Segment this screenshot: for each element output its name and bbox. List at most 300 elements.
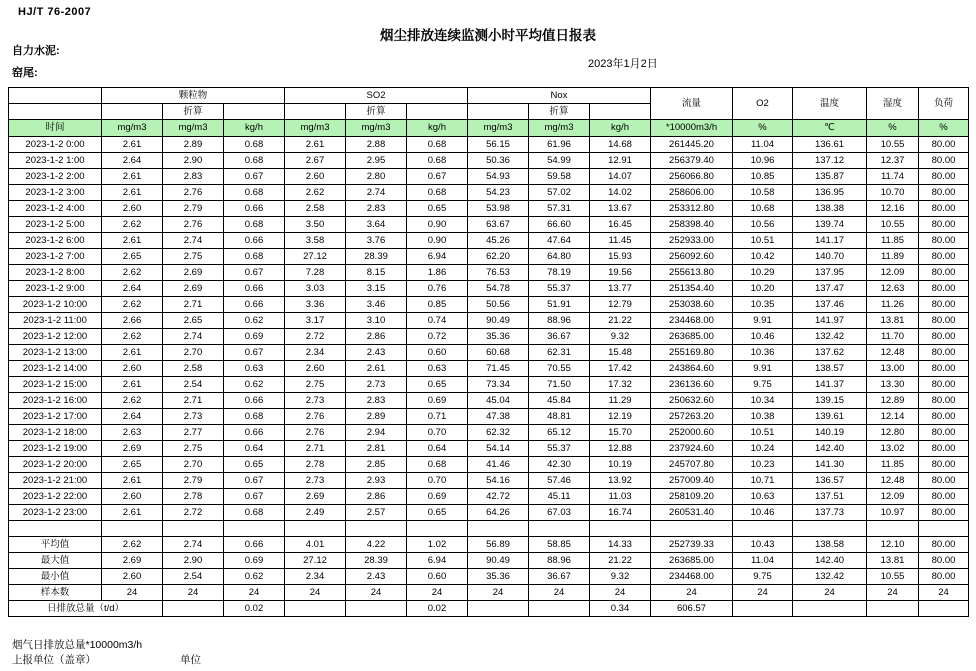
value-cell: 71.50 xyxy=(529,377,590,393)
daily-total-value xyxy=(468,601,529,617)
value-cell: 13.02 xyxy=(867,441,919,457)
time-cell: 2023-1-2 13:00 xyxy=(9,345,102,361)
value-cell: 70.55 xyxy=(529,361,590,377)
value-cell: 12.48 xyxy=(867,473,919,489)
value-cell: 2.70 xyxy=(163,345,224,361)
value-cell: 36.67 xyxy=(529,329,590,345)
group-header-row xyxy=(9,88,969,104)
value-cell: 0.68 xyxy=(224,185,285,201)
value-cell: 80.00 xyxy=(919,137,969,153)
value-cell: 2.93 xyxy=(346,473,407,489)
value-cell: 2.75 xyxy=(163,441,224,457)
value-cell: 136.95 xyxy=(793,185,867,201)
value-cell: 80.00 xyxy=(919,297,969,313)
value-cell: 243864.60 xyxy=(651,361,733,377)
value-cell: 237924.60 xyxy=(651,441,733,457)
page-title: 烟尘排放连续监测小时平均值日报表 xyxy=(380,28,596,43)
value-cell: 62.32 xyxy=(468,425,529,441)
summary-value: 2.60 xyxy=(102,569,163,585)
value-cell: 10.23 xyxy=(733,457,793,473)
daily-total-value xyxy=(529,601,590,617)
value-cell: 0.67 xyxy=(407,169,468,185)
value-cell: 53.98 xyxy=(468,201,529,217)
value-cell: 76.53 xyxy=(468,265,529,281)
value-cell: 9.32 xyxy=(590,329,651,345)
corner-cell xyxy=(9,88,102,104)
value-cell: 2.57 xyxy=(346,505,407,521)
value-cell: 2.64 xyxy=(102,281,163,297)
value-cell: 80.00 xyxy=(919,233,969,249)
value-cell: 250632.60 xyxy=(651,393,733,409)
value-cell: 0.66 xyxy=(224,281,285,297)
value-cell: 2.71 xyxy=(163,297,224,313)
value-cell: 0.63 xyxy=(407,361,468,377)
nox-group-header: Nox xyxy=(468,88,651,104)
value-cell: 2.69 xyxy=(163,281,224,297)
value-cell: 1.86 xyxy=(407,265,468,281)
value-cell: 12.89 xyxy=(867,393,919,409)
value-cell: 2.72 xyxy=(285,329,346,345)
value-cell: 0.68 xyxy=(224,505,285,521)
summary-value: 21.22 xyxy=(590,553,651,569)
value-cell: 62.20 xyxy=(468,249,529,265)
value-cell: 2.75 xyxy=(163,249,224,265)
value-cell: 0.66 xyxy=(224,393,285,409)
daily-total-value xyxy=(285,601,346,617)
summary-label: 最小值 xyxy=(9,569,102,585)
value-cell: 0.65 xyxy=(407,505,468,521)
value-cell: 71.45 xyxy=(468,361,529,377)
value-cell: 0.65 xyxy=(224,457,285,473)
summary-value: 10.55 xyxy=(867,569,919,585)
value-cell: 10.51 xyxy=(733,425,793,441)
table-row xyxy=(9,185,969,201)
value-cell: 0.66 xyxy=(224,425,285,441)
value-cell: 60.68 xyxy=(468,345,529,361)
summary-row xyxy=(9,537,969,553)
blank-cell xyxy=(651,521,733,537)
value-cell: 137.62 xyxy=(793,345,867,361)
summary-value: 0.69 xyxy=(224,553,285,569)
value-cell: 54.93 xyxy=(468,169,529,185)
value-cell: 15.93 xyxy=(590,249,651,265)
value-cell: 258606.00 xyxy=(651,185,733,201)
summary-value: 0.60 xyxy=(407,569,468,585)
value-cell: 27.12 xyxy=(285,249,346,265)
value-cell: 245707.80 xyxy=(651,457,733,473)
time-cell: 2023-1-2 12:00 xyxy=(9,329,102,345)
value-cell: 2.74 xyxy=(163,233,224,249)
value-cell: 45.04 xyxy=(468,393,529,409)
value-cell: 15.48 xyxy=(590,345,651,361)
summary-value: 263685.00 xyxy=(651,553,733,569)
summary-value: 90.49 xyxy=(468,553,529,569)
value-cell: 19.56 xyxy=(590,265,651,281)
value-cell: 12.09 xyxy=(867,265,919,281)
value-cell: 0.68 xyxy=(224,249,285,265)
value-cell: 3.50 xyxy=(285,217,346,233)
unit-header: % xyxy=(733,120,793,137)
summary-value: 2.34 xyxy=(285,569,346,585)
time-cell: 2023-1-2 10:00 xyxy=(9,297,102,313)
blank-cell xyxy=(407,104,468,120)
time-cell: 2023-1-2 17:00 xyxy=(9,409,102,425)
table-row xyxy=(9,297,969,313)
value-cell: 0.64 xyxy=(224,441,285,457)
value-cell: 65.12 xyxy=(529,425,590,441)
blank-cell xyxy=(163,521,224,537)
value-cell: 263685.00 xyxy=(651,329,733,345)
flow-header: 流量 xyxy=(651,88,733,120)
value-cell: 2.80 xyxy=(346,169,407,185)
blank-cell xyxy=(733,521,793,537)
value-cell: 139.74 xyxy=(793,217,867,233)
data-rows xyxy=(9,137,969,617)
value-cell: 2.85 xyxy=(346,457,407,473)
value-cell: 51.91 xyxy=(529,297,590,313)
value-cell: 54.78 xyxy=(468,281,529,297)
value-cell: 258109.20 xyxy=(651,489,733,505)
blank-cell xyxy=(224,521,285,537)
table-row xyxy=(9,201,969,217)
value-cell: 2.76 xyxy=(163,217,224,233)
value-cell: 3.64 xyxy=(346,217,407,233)
value-cell: 0.70 xyxy=(407,473,468,489)
value-cell: 63.67 xyxy=(468,217,529,233)
value-cell: 42.30 xyxy=(529,457,590,473)
value-cell: 0.71 xyxy=(407,409,468,425)
value-cell: 9.91 xyxy=(733,361,793,377)
unit-header: mg/m3 xyxy=(346,120,407,137)
value-cell: 2.73 xyxy=(346,377,407,393)
value-cell: 10.71 xyxy=(733,473,793,489)
value-cell: 2.90 xyxy=(163,153,224,169)
value-cell: 2.62 xyxy=(102,265,163,281)
value-cell: 141.30 xyxy=(793,457,867,473)
value-cell: 2.76 xyxy=(285,409,346,425)
value-cell: 2.83 xyxy=(163,169,224,185)
value-cell: 2.69 xyxy=(102,441,163,457)
value-cell: 10.55 xyxy=(867,217,919,233)
summary-value: 36.67 xyxy=(529,569,590,585)
daily-total-value xyxy=(733,601,793,617)
report-unit-label: 上报单位（盖章） xyxy=(12,654,96,666)
value-cell: 35.36 xyxy=(468,329,529,345)
value-cell: 2.62 xyxy=(102,217,163,233)
value-cell: 10.97 xyxy=(867,505,919,521)
summary-value: 2.43 xyxy=(346,569,407,585)
unit-header: kg/h xyxy=(224,120,285,137)
value-cell: 11.85 xyxy=(867,233,919,249)
table-row xyxy=(9,457,969,473)
value-cell: 28.39 xyxy=(346,249,407,265)
monitoring-table xyxy=(8,87,969,617)
summary-value: 24 xyxy=(793,585,867,601)
value-cell: 80.00 xyxy=(919,505,969,521)
summary-value: 24 xyxy=(224,585,285,601)
value-cell: 3.58 xyxy=(285,233,346,249)
time-cell: 2023-1-2 11:00 xyxy=(9,313,102,329)
table-row xyxy=(9,313,969,329)
value-cell: 17.42 xyxy=(590,361,651,377)
value-cell: 3.46 xyxy=(346,297,407,313)
summary-value: 138.58 xyxy=(793,537,867,553)
value-cell: 59.58 xyxy=(529,169,590,185)
value-cell: 10.46 xyxy=(733,505,793,521)
unit-label: 单位 xyxy=(180,654,201,666)
value-cell: 11.70 xyxy=(867,329,919,345)
summary-row xyxy=(9,553,969,569)
table-row xyxy=(9,137,969,153)
value-cell: 10.29 xyxy=(733,265,793,281)
value-cell: 80.00 xyxy=(919,265,969,281)
value-cell: 64.26 xyxy=(468,505,529,521)
summary-value: 10.43 xyxy=(733,537,793,553)
unit-header: mg/m3 xyxy=(102,120,163,137)
summary-value: 2.69 xyxy=(102,553,163,569)
site-name: 窑尾: xyxy=(12,67,38,79)
value-cell: 0.85 xyxy=(407,297,468,313)
unit-header: mg/m3 xyxy=(529,120,590,137)
blank-cell xyxy=(529,521,590,537)
value-cell: 13.67 xyxy=(590,201,651,217)
time-cell: 2023-1-2 19:00 xyxy=(9,441,102,457)
value-cell: 47.38 xyxy=(468,409,529,425)
value-cell: 88.96 xyxy=(529,313,590,329)
summary-value: 24 xyxy=(529,585,590,601)
table-row xyxy=(9,393,969,409)
summary-value: 24 xyxy=(163,585,224,601)
value-cell: 3.10 xyxy=(346,313,407,329)
daily-total-value xyxy=(346,601,407,617)
value-cell: 2.62 xyxy=(102,329,163,345)
value-cell: 2.61 xyxy=(102,345,163,361)
value-cell: 12.80 xyxy=(867,425,919,441)
value-cell: 3.15 xyxy=(346,281,407,297)
summary-value: 0.62 xyxy=(224,569,285,585)
value-cell: 48.81 xyxy=(529,409,590,425)
blank-cell xyxy=(224,104,285,120)
value-cell: 2.61 xyxy=(102,137,163,153)
value-cell: 10.58 xyxy=(733,185,793,201)
value-cell: 2.64 xyxy=(102,153,163,169)
value-cell: 2.65 xyxy=(102,249,163,265)
summary-value: 56.89 xyxy=(468,537,529,553)
value-cell: 11.45 xyxy=(590,233,651,249)
time-cell: 2023-1-2 8:00 xyxy=(9,265,102,281)
value-cell: 9.91 xyxy=(733,313,793,329)
value-cell: 12.88 xyxy=(590,441,651,457)
value-cell: 10.34 xyxy=(733,393,793,409)
value-cell: 62.31 xyxy=(529,345,590,361)
value-cell: 2.60 xyxy=(285,169,346,185)
value-cell: 90.49 xyxy=(468,313,529,329)
units-row xyxy=(9,120,969,137)
daily-total-row xyxy=(9,601,969,617)
value-cell: 2.61 xyxy=(285,137,346,153)
value-cell: 0.67 xyxy=(224,473,285,489)
summary-value: 9.75 xyxy=(733,569,793,585)
value-cell: 13.00 xyxy=(867,361,919,377)
value-cell: 12.14 xyxy=(867,409,919,425)
summary-value: 80.00 xyxy=(919,537,969,553)
summary-value: 58.85 xyxy=(529,537,590,553)
value-cell: 13.81 xyxy=(867,313,919,329)
value-cell: 12.91 xyxy=(590,153,651,169)
blank-cell xyxy=(346,521,407,537)
summary-value: 28.39 xyxy=(346,553,407,569)
summary-value: 6.94 xyxy=(407,553,468,569)
value-cell: 2.67 xyxy=(285,153,346,169)
value-cell: 16.45 xyxy=(590,217,651,233)
value-cell: 257263.20 xyxy=(651,409,733,425)
value-cell: 2.72 xyxy=(163,505,224,521)
time-cell: 2023-1-2 3:00 xyxy=(9,185,102,201)
summary-value: 24 xyxy=(867,585,919,601)
value-cell: 2.34 xyxy=(285,345,346,361)
value-cell: 137.95 xyxy=(793,265,867,281)
value-cell: 2.61 xyxy=(102,233,163,249)
value-cell: 2.65 xyxy=(102,457,163,473)
value-cell: 0.62 xyxy=(224,313,285,329)
value-cell: 2.89 xyxy=(163,137,224,153)
value-cell: 17.32 xyxy=(590,377,651,393)
value-cell: 55.37 xyxy=(529,441,590,457)
table-row xyxy=(9,377,969,393)
summary-row xyxy=(9,585,969,601)
value-cell: 0.72 xyxy=(407,329,468,345)
summary-row xyxy=(9,569,969,585)
value-cell: 2.73 xyxy=(285,393,346,409)
value-cell: 2.60 xyxy=(285,361,346,377)
value-cell: 2.54 xyxy=(163,377,224,393)
value-cell: 10.19 xyxy=(590,457,651,473)
value-cell: 252933.00 xyxy=(651,233,733,249)
value-cell: 0.66 xyxy=(224,297,285,313)
table-row xyxy=(9,281,969,297)
unit-header: ℃ xyxy=(793,120,867,137)
value-cell: 2.58 xyxy=(163,361,224,377)
summary-value: 24 xyxy=(285,585,346,601)
value-cell: 2.95 xyxy=(346,153,407,169)
value-cell: 11.89 xyxy=(867,249,919,265)
value-cell: 47.64 xyxy=(529,233,590,249)
value-cell: 80.00 xyxy=(919,153,969,169)
value-cell: 2.64 xyxy=(102,409,163,425)
summary-label: 样本数 xyxy=(9,585,102,601)
value-cell: 10.42 xyxy=(733,249,793,265)
so2-group-header: SO2 xyxy=(285,88,468,104)
value-cell: 13.92 xyxy=(590,473,651,489)
blank-cell xyxy=(793,521,867,537)
value-cell: 12.48 xyxy=(867,345,919,361)
unit-header: kg/h xyxy=(407,120,468,137)
time-cell: 2023-1-2 1:00 xyxy=(9,153,102,169)
value-cell: 252000.60 xyxy=(651,425,733,441)
value-cell: 10.38 xyxy=(733,409,793,425)
value-cell: 11.03 xyxy=(590,489,651,505)
unit-header: *10000m3/h xyxy=(651,120,733,137)
value-cell: 2.76 xyxy=(285,425,346,441)
value-cell: 2.66 xyxy=(102,313,163,329)
time-cell: 2023-1-2 9:00 xyxy=(9,281,102,297)
unit-header: mg/m3 xyxy=(468,120,529,137)
value-cell: 80.00 xyxy=(919,473,969,489)
value-cell: 0.65 xyxy=(407,377,468,393)
value-cell: 0.68 xyxy=(224,137,285,153)
value-cell: 80.00 xyxy=(919,393,969,409)
blank-cell xyxy=(407,521,468,537)
value-cell: 10.24 xyxy=(733,441,793,457)
report-date: 2023年1月2日 xyxy=(588,58,658,70)
blank-cell xyxy=(468,521,529,537)
empty-row xyxy=(9,521,969,537)
value-cell: 11.04 xyxy=(733,137,793,153)
time-cell: 2023-1-2 15:00 xyxy=(9,377,102,393)
summary-label: 最大值 xyxy=(9,553,102,569)
pm-group-header: 颗粒物 xyxy=(102,88,285,104)
value-cell: 54.14 xyxy=(468,441,529,457)
value-cell: 55.37 xyxy=(529,281,590,297)
value-cell: 0.68 xyxy=(407,457,468,473)
blank-cell xyxy=(590,521,651,537)
table-row xyxy=(9,217,969,233)
value-cell: 137.46 xyxy=(793,297,867,313)
value-cell: 2.83 xyxy=(346,393,407,409)
value-cell: 42.72 xyxy=(468,489,529,505)
value-cell: 54.99 xyxy=(529,153,590,169)
value-cell: 12.19 xyxy=(590,409,651,425)
value-cell: 260531.40 xyxy=(651,505,733,521)
table-row xyxy=(9,441,969,457)
table-row xyxy=(9,409,969,425)
value-cell: 2.60 xyxy=(102,361,163,377)
value-cell: 2.69 xyxy=(285,489,346,505)
value-cell: 137.73 xyxy=(793,505,867,521)
summary-value: 4.22 xyxy=(346,537,407,553)
time-cell: 2023-1-2 2:00 xyxy=(9,169,102,185)
value-cell: 2.62 xyxy=(102,297,163,313)
value-cell: 10.63 xyxy=(733,489,793,505)
value-cell: 2.69 xyxy=(163,265,224,281)
value-cell: 255613.80 xyxy=(651,265,733,281)
value-cell: 21.22 xyxy=(590,313,651,329)
value-cell: 54.23 xyxy=(468,185,529,201)
value-cell: 2.86 xyxy=(346,329,407,345)
daily-total-value xyxy=(793,601,867,617)
summary-value: 2.74 xyxy=(163,537,224,553)
value-cell: 141.97 xyxy=(793,313,867,329)
summary-value: 24 xyxy=(102,585,163,601)
value-cell: 137.12 xyxy=(793,153,867,169)
value-cell: 80.00 xyxy=(919,377,969,393)
value-cell: 45.26 xyxy=(468,233,529,249)
value-cell: 11.74 xyxy=(867,169,919,185)
value-cell: 12.63 xyxy=(867,281,919,297)
time-cell: 2023-1-2 14:00 xyxy=(9,361,102,377)
value-cell: 0.66 xyxy=(224,233,285,249)
value-cell: 66.60 xyxy=(529,217,590,233)
value-cell: 253038.60 xyxy=(651,297,733,313)
value-cell: 10.85 xyxy=(733,169,793,185)
value-cell: 0.68 xyxy=(407,153,468,169)
time-cell: 2023-1-2 21:00 xyxy=(9,473,102,489)
summary-value: 14.33 xyxy=(590,537,651,553)
summary-value: 24 xyxy=(651,585,733,601)
table-row xyxy=(9,169,969,185)
summary-value: 80.00 xyxy=(919,569,969,585)
time-cell: 2023-1-2 6:00 xyxy=(9,233,102,249)
